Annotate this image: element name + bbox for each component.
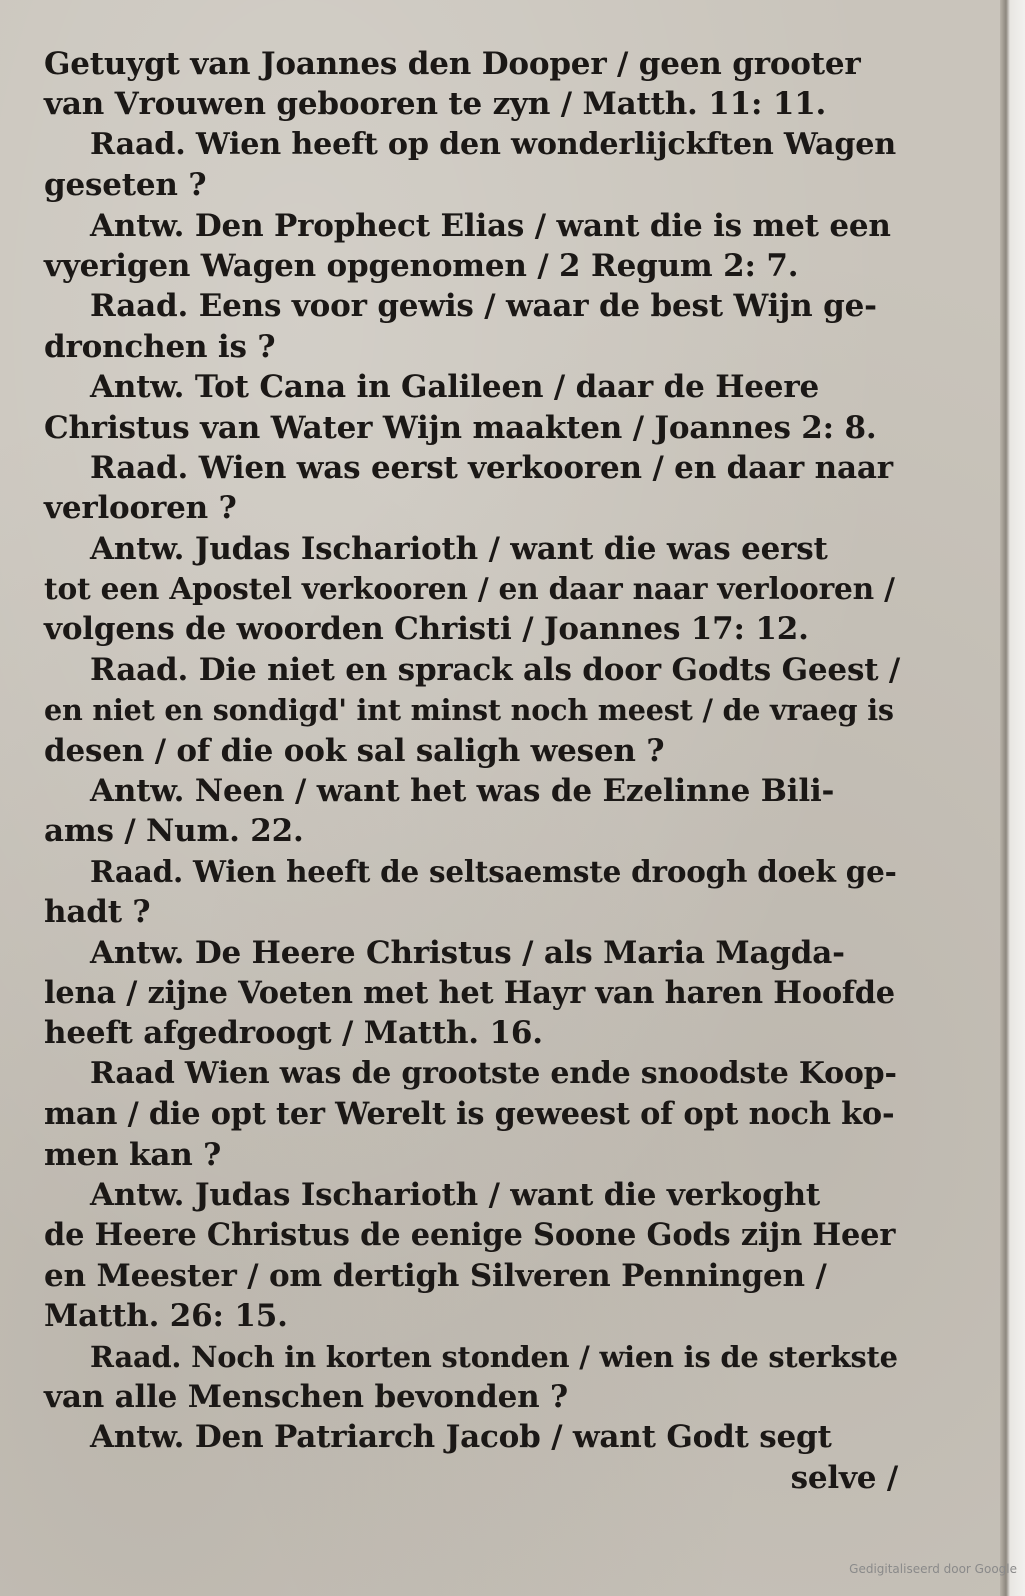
page-text (44, 44, 904, 1498)
text-line: verlooren ? (44, 490, 237, 527)
text-line: Raad. Eens voor gewis / waar de best Wijn ge- (90, 288, 877, 325)
text-line: Antw. Judas Ischarioth / want die verkoght (90, 1176, 821, 1213)
text-line: tot een Apostel verkooren / en daar naar verlooren / (44, 571, 895, 607)
text-line: Raad. Noch in korten stonden / wien is de sterkste (90, 1339, 898, 1374)
text-line: ams / Num. 22. (44, 813, 304, 850)
text-line: Raad Wien was de grootste ende snoodste Koop- (90, 1055, 897, 1091)
text-line: Raad. Wien heeft de seltsaemste droogh doek ge- (90, 853, 897, 889)
text-line: Matth. 26: 15. (44, 1298, 288, 1335)
text-line: men kan ? (44, 1136, 222, 1173)
text-line: geseten ? (44, 167, 207, 204)
text-line: selve / (790, 1459, 898, 1496)
page-edge (1000, 0, 1025, 1596)
text-line: en Meester / om dertigh Silveren Penningen / (44, 1257, 827, 1294)
text-line: heeft afgedroogt / Matth. 16. (44, 1015, 543, 1052)
text-line: Antw. Den Prophect Elias / want die is met een (90, 207, 891, 244)
text-line: volgens de woorden Christi / Joannes 17: 12. (44, 611, 809, 648)
text-line: Antw. De Heere Christus / als Maria Magda- (90, 934, 845, 971)
text-line: Raad. Wien was eerst verkooren / en daar naar (90, 449, 893, 486)
text-line: Antw. Neen / want het was de Ezelinne Bili- (90, 773, 835, 810)
text-line: lena / zijne Voeten met het Hayr van haren Hoofde (44, 974, 895, 1011)
text-line: Antw. Judas Ischarioth / want die was eerst (90, 530, 828, 567)
text-line: hadt ? (44, 894, 151, 931)
digitization-credit: Gedigitaliseerd door Google (849, 1562, 1017, 1576)
text-line: Raad. Wien heeft op den wonderlijckften Wagen (90, 126, 896, 162)
text-line: man / die opt ter Werelt is geweest of opt noch ko- (44, 1096, 895, 1133)
text-line: en niet en sondigd' int minst noch meest / de vraeg is (44, 693, 894, 728)
text-line: van Vrouwen gebooren te zyn / Matth. 11: 11. (44, 86, 827, 123)
text-line: de Heere Christus de eenige Soone Gods zijn Heer (44, 1217, 896, 1254)
text-line: vyerigen Wagen opgenomen / 2 Regum 2: 7. (44, 247, 799, 284)
text-line: van alle Menschen bevonden ? (44, 1378, 569, 1415)
text-line: dronchen is ? (44, 328, 276, 365)
text-line: Christus van Water Wijn maakten / Joannes 2: 8. (44, 409, 877, 446)
text-line: Raad. Die niet en sprack als door Godts Geest / (90, 651, 901, 688)
text-line: Antw. Tot Cana in Galileen / daar de Heere (90, 369, 819, 406)
text-line: desen / of die ook sal saligh wesen ? (44, 732, 665, 769)
text-line: Getuygt van Joannes den Dooper / geen grooter (44, 46, 861, 82)
text-line: Antw. Den Patriarch Jacob / want Godt segt (90, 1419, 832, 1456)
